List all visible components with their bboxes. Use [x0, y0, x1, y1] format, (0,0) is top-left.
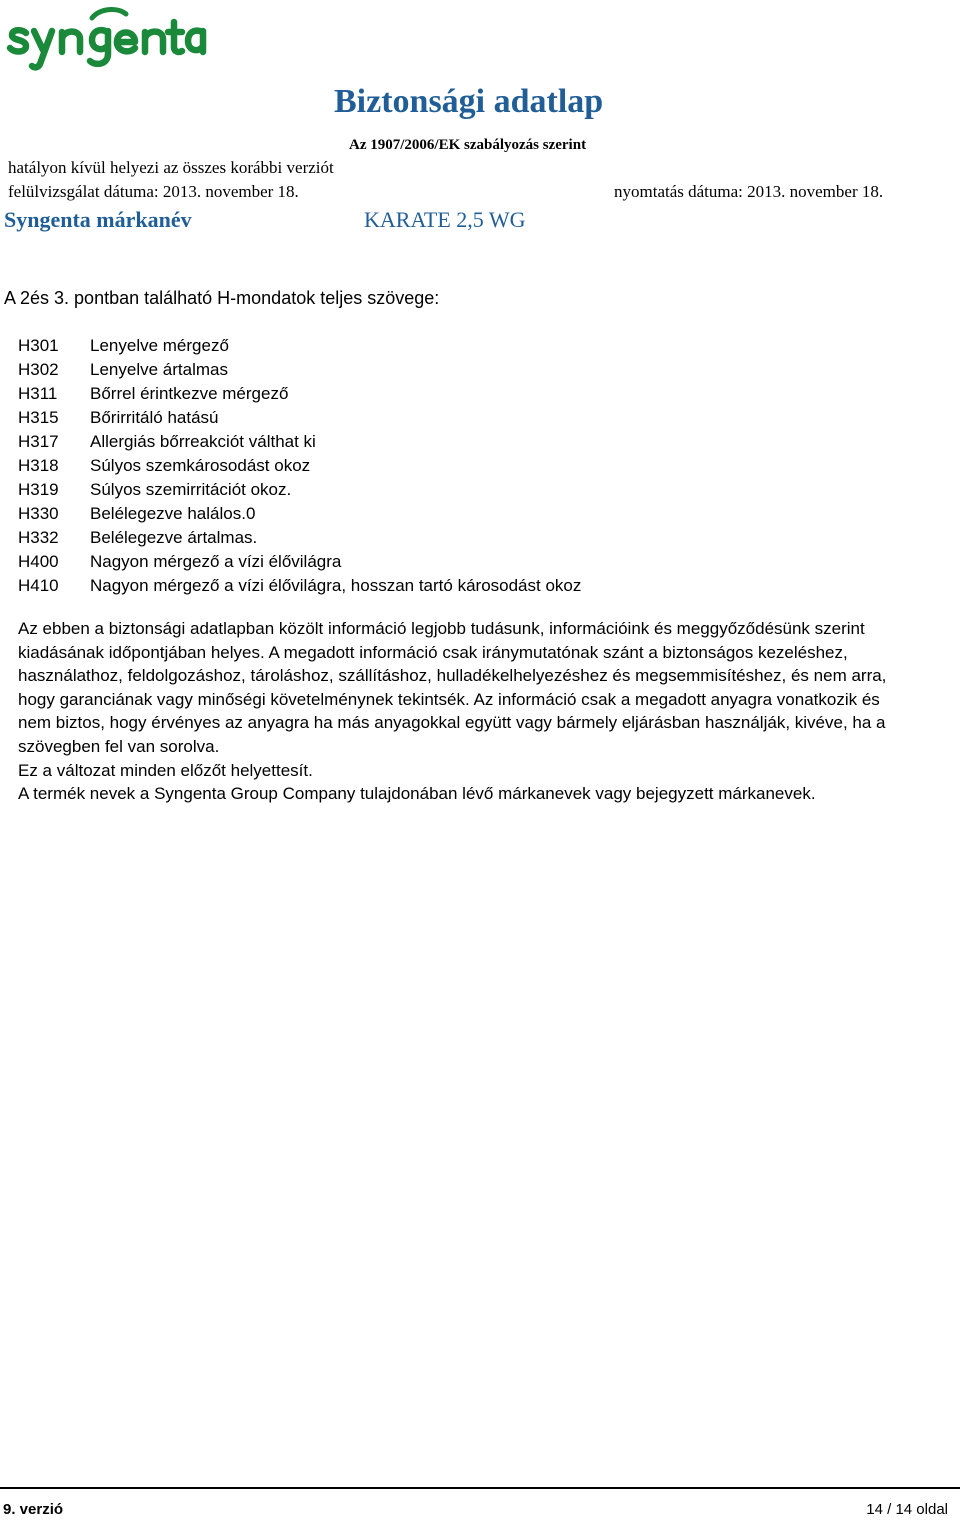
- h-statement-row: [18, 454, 738, 478]
- h-statement-row: [18, 406, 738, 430]
- footer-page-number: 14 / 14 oldal: [866, 1501, 948, 1518]
- h-text: Lenyelve mérgező: [90, 336, 229, 355]
- h-text: Nagyon mérgező a vízi élővilágra: [90, 552, 342, 571]
- h-code: H301: [18, 336, 59, 355]
- h-text: Belélegezve halálos.0: [90, 504, 256, 523]
- brand-label: Syngenta márkanév: [4, 207, 192, 232]
- h-text: Allergiás bőrreakciót válthat ki: [90, 432, 316, 451]
- h-text: Belélegezve ártalmas.: [90, 528, 258, 547]
- disclaimer-block: [18, 617, 898, 806]
- h-text: Lenyelve ártalmas: [90, 360, 228, 379]
- supersedes-note: hatályon kívül helyezi az összes korábbi verziót: [8, 158, 334, 177]
- h-statement-list: [18, 334, 738, 598]
- footer-version: 9. verzió: [3, 1501, 64, 1518]
- h-statement-row: [18, 334, 738, 358]
- h-statement-row: [18, 382, 738, 406]
- print-date: nyomtatás dátuma: 2013. november 18.: [614, 182, 884, 201]
- disclaimer-paragraph: Az ebben a biztonsági adatlapban közölt információ legjobb tudásunk, információink és meggyőződésünk szerint kiadásának időpontjában helyes. A megadott információ csak iránymutatónak szánt a biztonságos kezeléshez, használathoz, feldolgozáshoz, tároláshoz, szállításhoz, hulladékelhelyezéshez és megsemmisítéshez, és nem arra, hogy garanciának vagy minőségi követelménynek tekintsék. Az információ csak a megadott anyagra vonatkozik és nem biztos, hogy érvényes az anyagra ha más anyagokkal együtt vagy bármely eljárásban használják, kivéve, ha a szövegben fel van sorolva.: [18, 619, 887, 756]
- regulation-reference: Az 1907/2006/EK szabályozás szerint: [349, 137, 587, 153]
- replaces-note: Ez a változat minden előzőt helyettesít.: [18, 760, 313, 780]
- revision-date: felülvizsgálat dátuma: 2013. november 18.: [8, 182, 299, 201]
- h-code: H400: [18, 552, 59, 571]
- h-statement-row: [18, 358, 738, 382]
- h-code: H317: [18, 432, 59, 451]
- h-statement-row: [18, 574, 738, 598]
- trademark-note: A termék nevek a Syngenta Group Company tulajdonában lévő márkanevek vagy bejegyzett márkanevek.: [18, 784, 816, 804]
- h-text: Bőrrel érintkezve mérgező: [90, 384, 289, 403]
- h-statement-row: [18, 550, 738, 574]
- h-text: Bőrirritáló hatású: [90, 408, 219, 427]
- footer-divider: [0, 1487, 960, 1489]
- h-code: H319: [18, 480, 59, 499]
- h-text: Súlyos szemirritációt okoz.: [90, 480, 292, 499]
- h-statement-row: [18, 502, 738, 526]
- h-statement-row: [18, 478, 738, 502]
- syngenta-logo: [4, 2, 208, 72]
- h-code: H330: [18, 504, 59, 523]
- h-code: H332: [18, 528, 59, 547]
- h-statement-row: [18, 526, 738, 550]
- h-code: H311: [18, 384, 58, 403]
- h-text: Nagyon mérgező a vízi élővilágra, hosszan tartó károsodást okoz: [90, 576, 582, 595]
- h-code: H315: [18, 408, 59, 427]
- document-title: Biztonsági adatlap: [334, 83, 604, 120]
- product-name: KARATE 2,5 WG: [364, 207, 526, 232]
- h-statement-row: [18, 430, 738, 454]
- h-code: H410: [18, 576, 59, 595]
- h-code: H302: [18, 360, 59, 379]
- section-intro: A 2és 3. pontban található H-mondatok teljes szövege:: [4, 288, 440, 308]
- h-text: Súlyos szemkárosodást okoz: [90, 456, 311, 475]
- h-code: H318: [18, 456, 59, 475]
